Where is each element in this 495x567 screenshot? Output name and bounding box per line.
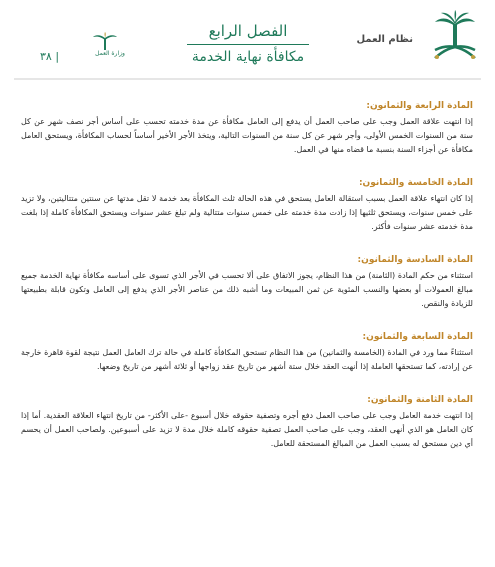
ministry-label: وزارة العمل: [95, 50, 125, 57]
header-divider: [14, 78, 481, 80]
article-title: المادة السابعة والثمانون:: [362, 332, 473, 342]
page-number: [40, 50, 59, 63]
ministry-logo-icon: [86, 32, 130, 62]
section-heading: مكافأة نهاية الخدمة: [191, 49, 305, 65]
article-text: إذا انتهت خدمة العامل وجب على صاحب العمل دفع أجره وتصفية حقوقه خلال أسبوع -على الأكثر- من تاريخ انتهاء العلاقة العقدية. أما إذا كان العامل هو الذي أنهى العقد، وجب على صاحب العمل تصفية حقوقه كاملة خلال مدة لا تزيد على أسبوعين. ولصاحب العمل أن يحسم أي دين مستحق له بسبب العمل من المبالغ المستحقة للعامل.: [21, 411, 473, 448]
title-divider: [187, 44, 309, 45]
article-title: المادة السادسة والثمانون:: [357, 255, 473, 265]
page-number-value: ٣٨: [40, 50, 52, 63]
article-text: استثناءً مما ورد في المادة (الخامسة والثمانين) من هذا النظام تستحق المكافأة كاملة في حالة ترك العامل العمل نتيجة لقوة قاهرة خارجة عن إرادته، كما تستحقها العاملة إذا أنهت العقد خلال ستة أشهر من تاريخ عقد زواجها أو ثلاثة أشهر من تاريخ وضعها.: [21, 348, 473, 371]
article-title: المادة الخامسة والثمانون:: [358, 178, 473, 188]
chapter-heading: الفصل الرابع: [208, 22, 288, 40]
saudi-emblem-icon: [429, 10, 481, 66]
chapter-title-box: [173, 14, 323, 68]
article-85: [21, 177, 473, 234]
page-header: [0, 0, 495, 80]
article-text: إذا انتهت علاقة العمل وجب على صاحب العمل أن يدفع إلى العامل مكافأة عن مدة خدمته تحسب على أساس أجر نصف شهر عن كل سنة من السنوات الخمس الأولى، وأجر شهر عن كل سنة من السنوات التالية، ويتخذ الأجر الأخير أساساً لحساب المكافأة، ويستحق العامل مكافأة عن أجزاء السنة بنسبة ما قضاه منها في العمل.: [21, 117, 473, 154]
article-title: المادة الرابعة والثمانون:: [366, 101, 473, 111]
article-title: المادة الثامنة والثمانون:: [367, 395, 473, 405]
article-text: إذا كان انتهاء علاقة العمل بسبب استقالة العامل يستحق في هذه الحالة ثلث المكافأة بعد خدمة لا تقل مدتها عن سنتين متتاليتين، ولا تزيد على خمس سنوات، ويستحق ثلثيها إذا زادت مدة خدمته على خمس سنوات متتالية ولم تبلغ عشر سنوات ويستحق المكافأة كاملة إذا بلغت مدة خدمته عشر سنوات فأكثر.: [21, 194, 473, 231]
article-text: استثناء من حكم المادة (الثامنة) من هذا النظام، يجوز الاتفاق على ألا تحسب في الأجر الذي تسوى على أساسه مكافأة نهاية الخدمة جميع مبالغ العمولات أو بعضها والنسب المئوية عن ثمن المبيعات وما أشبه ذلك من عناصر الأجر الذي يدفع إلى العامل وتكون قابلة بطبيعتها للزيادة والنقص.: [21, 271, 473, 308]
article-87: [21, 331, 473, 374]
article-86: [21, 254, 473, 311]
article-84: [21, 100, 473, 157]
article-88: [21, 394, 473, 451]
articles-content: [21, 100, 473, 471]
page-number-separator: |: [55, 50, 60, 63]
law-name: نظام العمل: [356, 34, 413, 45]
